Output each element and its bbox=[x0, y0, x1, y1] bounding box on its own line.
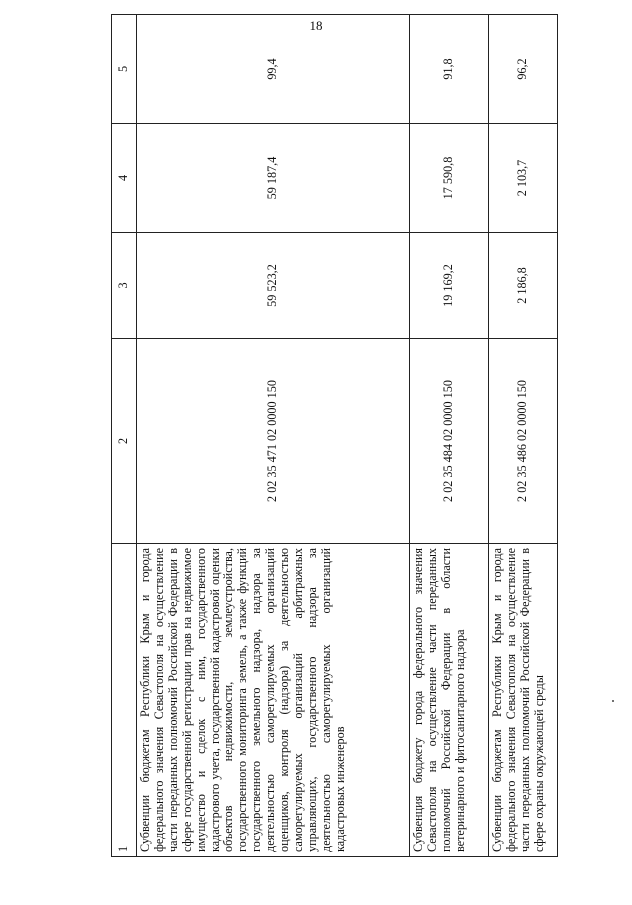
table-row bbox=[137, 15, 410, 857]
row-fact-value: 17 590,8 bbox=[410, 124, 489, 233]
column-header-5: 5 bbox=[112, 15, 137, 124]
page-number: 18 bbox=[309, 18, 323, 33]
row-percent-value: 96,2 bbox=[489, 15, 558, 124]
budget-table bbox=[111, 14, 558, 857]
column-header-1: 1 bbox=[112, 544, 137, 857]
row-plan-value: 19 169,2 bbox=[410, 233, 489, 339]
column-header-2: 2 bbox=[112, 339, 137, 544]
row-plan-value: 59 523,2 bbox=[137, 233, 410, 339]
rotated-table-container bbox=[111, 58, 546, 857]
row-description: Субвенция бюджету города федерального значения Севастополя на осуществление части переданных полномочий Российской Федерации в области ветеринарного и фитосанитарного надзора bbox=[410, 544, 489, 857]
row-code: 2 02 35 486 02 0000 150 bbox=[489, 339, 558, 544]
row-percent-value: 99,4 bbox=[137, 15, 410, 124]
row-fact-value: 59 187,4 bbox=[137, 124, 410, 233]
table-header-row bbox=[112, 15, 137, 857]
row-description: Субвенции бюджетам Республики Крым и города федерального значения Севастополя на осуществление части переданных полномочий Российской Федерации в сфере государственной регистрации прав на недвижимое имущество и сделок с ним, государственного кадастрового учета, государственной кадастровой оценки объектов недвижимости, землеустройства, государственного мониторинга земель, а также функций государственного земельного надзора, надзора за деятельностью саморегулируемых организаций оценщиков, контроля (надзора) за деятельностью саморегулируемых организаций арбитражных управляющих, государственного надзора за деятельностью саморегулируемых организаций кадастровых инженеров bbox=[137, 544, 410, 857]
scan-speck bbox=[612, 700, 614, 702]
row-code: 2 02 35 484 02 0000 150 bbox=[410, 339, 489, 544]
table-row bbox=[489, 15, 558, 857]
row-fact-value: 2 103,7 bbox=[489, 124, 558, 233]
row-description: Субвенции бюджетам Республики Крым и города федерального значения Севастополя на осуществление части переданных полномочий Российской Федерации в сфере охраны окружающей среды bbox=[489, 544, 558, 857]
row-code: 2 02 35 471 02 0000 150 bbox=[137, 339, 410, 544]
column-header-4: 4 bbox=[112, 124, 137, 233]
column-header-3: 3 bbox=[112, 233, 137, 339]
table-row bbox=[410, 15, 489, 857]
row-plan-value: 2 186,8 bbox=[489, 233, 558, 339]
row-percent-value: 91,8 bbox=[410, 15, 489, 124]
